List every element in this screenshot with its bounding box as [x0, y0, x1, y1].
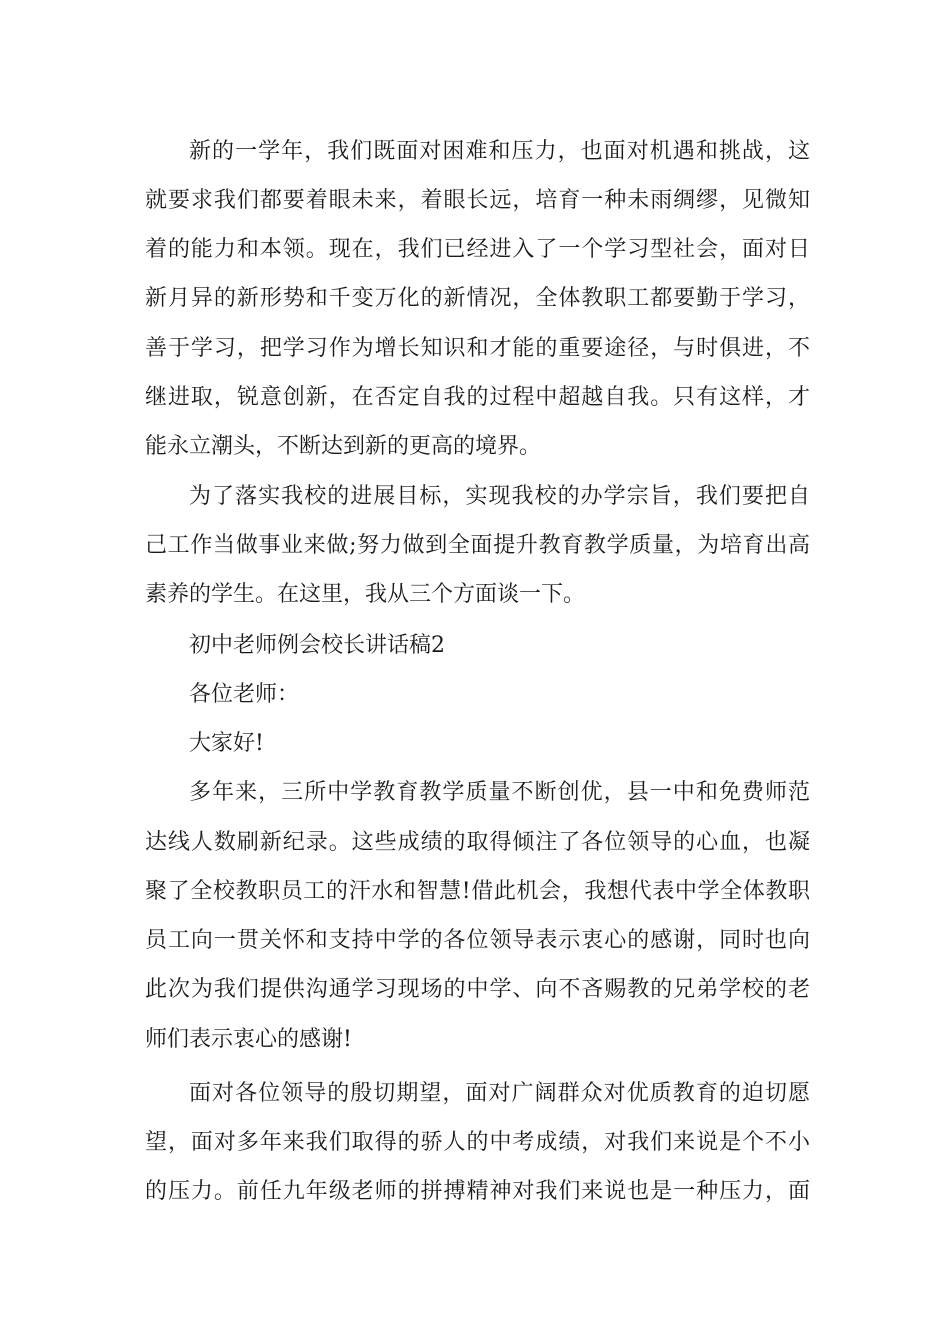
- paragraph-1-line-1: 新的一学年，我们既面对困难和压力，也面对机遇和挑战，这: [189, 139, 810, 164]
- paragraph-3-line-1: 多年来，三所中学教育教学质量不断创优，县一中和免费师范: [189, 780, 810, 805]
- section-heading: 初中老师例会校长讲话稿2: [189, 633, 445, 658]
- paragraph-2-line-1: 为了落实我校的进展目标，实现我校的办学宗旨，我们要把自: [189, 484, 810, 509]
- paragraph-2-line-3: 素养的学生。在这里，我从三个方面谈一下。: [145, 582, 586, 607]
- paragraph-2-line-2: 己工作当做事业来做;努力做到全面提升教育教学质量，为培育出高: [145, 533, 810, 558]
- salutation: 各位老师：: [189, 682, 300, 707]
- paragraph-3-line-6: 师们表示衷心的感谢!: [145, 1027, 352, 1052]
- paragraph-3-line-3: 聚了全校教职员工的汗水和智慧!借此机会，我想代表中学全体教职: [145, 879, 810, 904]
- paragraph-1-line-5: 善于学习，把学习作为增长知识和才能的重要途径，与时俱进，不: [145, 336, 810, 361]
- paragraph-1-line-3: 着的能力和本领。现在，我们已经进入了一个学习型社会，面对日: [145, 237, 810, 262]
- paragraph-1-line-7: 能永立潮头，不断达到新的更高的境界。: [145, 434, 542, 459]
- paragraph-4-line-3: 的压力。前任九年级老师的拼搏精神对我们来说也是一种压力，面: [145, 1179, 810, 1204]
- paragraph-1-line-2: 就要求我们都要着眼未来，着眼长远，培育一种未雨绸缪，见微知: [145, 188, 810, 213]
- greeting: 大家好!: [189, 731, 264, 756]
- paragraph-3-line-2: 达线人数刷新纪录。这些成绩的取得倾注了各位领导的心血，也凝: [145, 830, 810, 855]
- paragraph-1-line-4: 新月异的新形势和千变万化的新情况，全体教职工都要勤于学习，: [145, 286, 810, 311]
- paragraph-1-line-6: 继进取，锐意创新，在否定自我的过程中超越自我。只有这样，才: [145, 385, 810, 410]
- paragraph-4-line-2: 望，面对多年来我们取得的骄人的中考成绩，对我们来说是个不小: [145, 1130, 810, 1155]
- paragraph-4-line-1: 面对各位领导的殷切期望，面对广阔群众对优质教育的迫切愿: [189, 1081, 810, 1106]
- paragraph-3-line-4: 员工向一贯关怀和支持中学的各位领导表示衷心的感谢，同时也向: [145, 928, 810, 953]
- paragraph-3-line-5: 此次为我们提供沟通学习现场的中学、向不吝赐教的兄弟学校的老: [145, 977, 810, 1002]
